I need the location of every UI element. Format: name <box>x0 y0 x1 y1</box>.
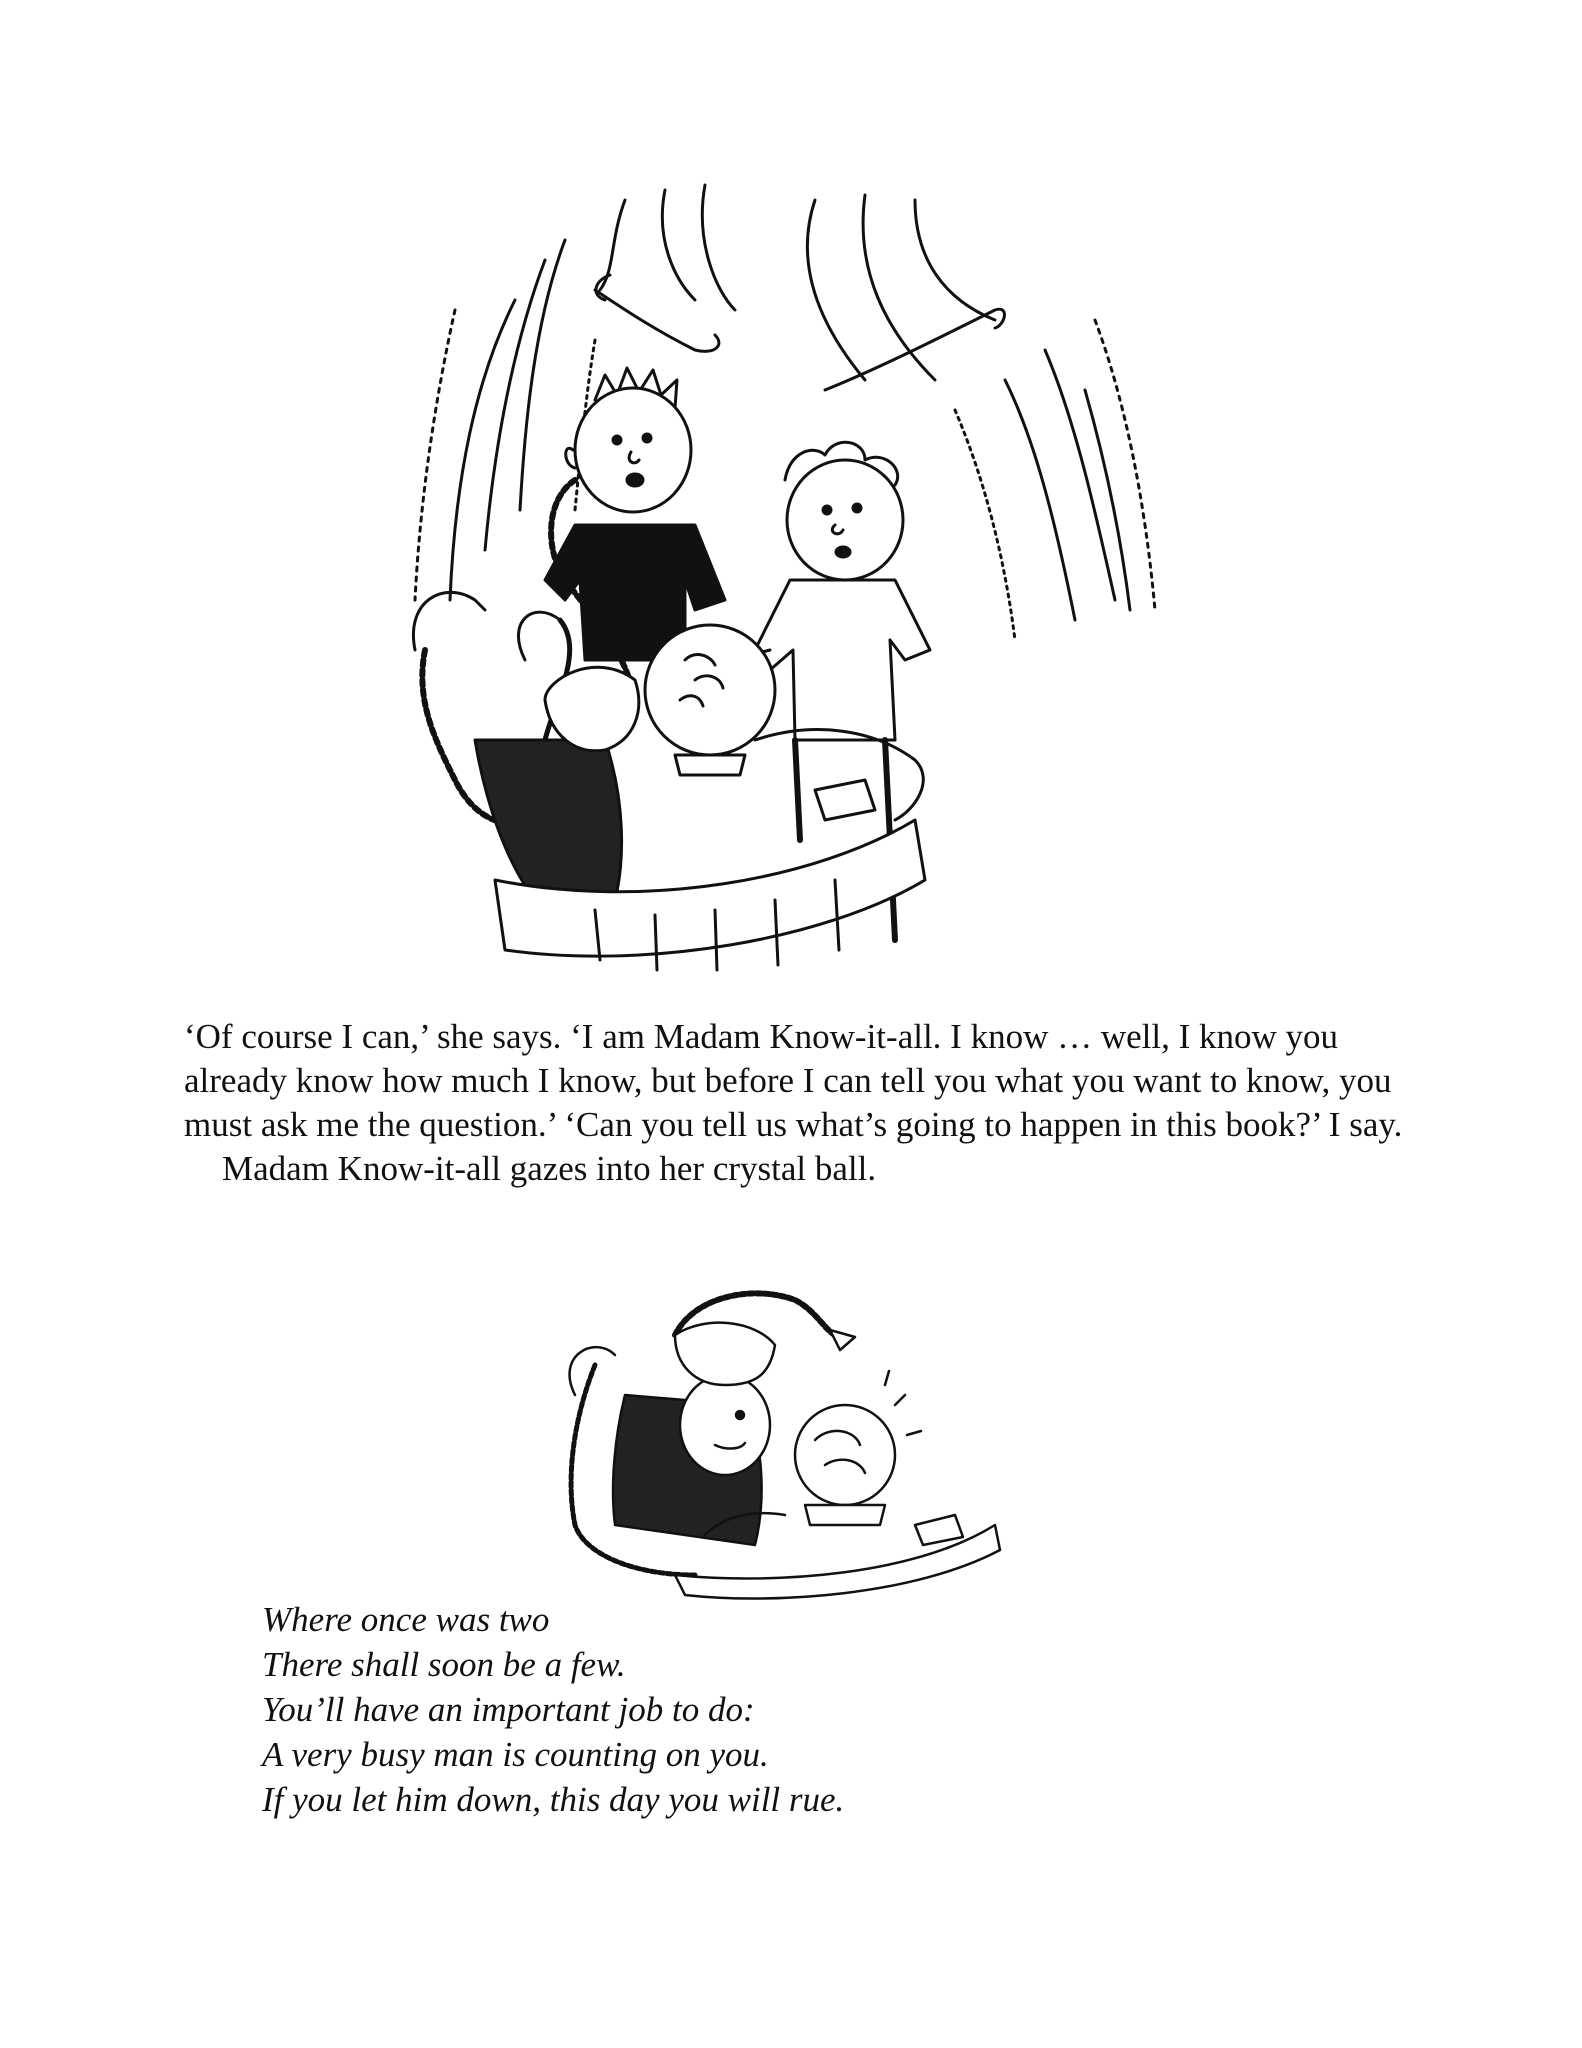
story-prose <box>184 1015 1424 1191</box>
boy-dark-shirt <box>545 368 725 660</box>
fortune-teller-figure <box>570 1323 785 1575</box>
verse-line: You’ll have an important job to do: <box>262 1690 755 1729</box>
crystal-ball-small <box>795 1371 921 1525</box>
fortune-teller-crystal-ball-illustration <box>555 1275 1010 1610</box>
verse-line: If you let him down, this day you will rue. <box>262 1780 845 1819</box>
verse-line: Where once was two <box>262 1600 550 1639</box>
prose-paragraph-1: ‘Of course I can,’ she says. ‘I am Madam Know-it-all. I know … well, I know you already know how much I know, but before I can tell you what you want to know, you must ask me the question.’ ‘Can you tell us what’s going to happen in this book?’ I say. <box>184 1017 1403 1144</box>
prophecy-verse <box>262 1597 1362 1822</box>
crystal-ball <box>645 625 775 775</box>
fortune-teller-with-boys-illustration <box>395 180 1175 980</box>
prose-paragraph-2: Madam Know-it-all gazes into her crystal ball. <box>222 1149 877 1188</box>
verse-line: A very busy man is counting on you. <box>262 1735 769 1774</box>
verse-line: There shall soon be a few. <box>262 1645 626 1684</box>
